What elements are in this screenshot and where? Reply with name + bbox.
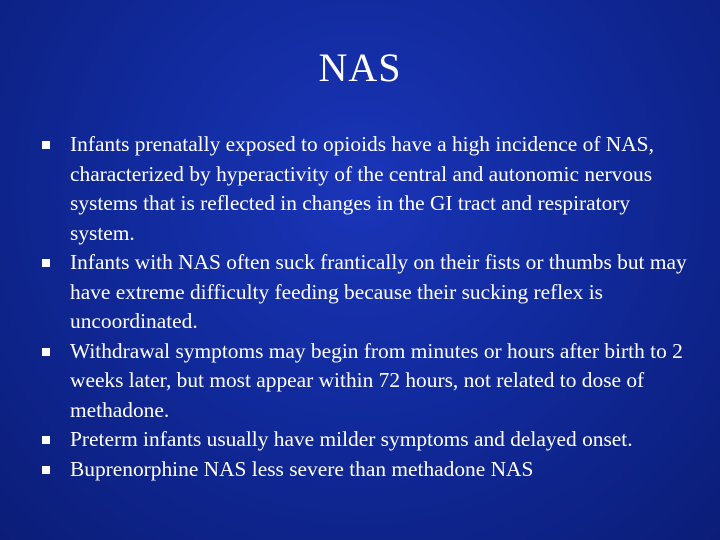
square-bullet-icon [42, 436, 50, 444]
square-bullet-icon [42, 259, 50, 267]
bullet-text: Preterm infants usually have milder symptoms and delayed onset. [70, 427, 633, 451]
square-bullet-icon [42, 141, 50, 149]
bullet-item [0, 248, 720, 337]
bullet-text: Infants with NAS often suck frantically on their fists or thumbs but may have extreme difficulty feeding because their sucking reflex is uncoordinated. [70, 250, 687, 333]
bullet-text: Buprenorphine NAS less severe than methadone NAS [70, 456, 534, 481]
bullet-item [0, 455, 720, 485]
bullet-item [0, 337, 720, 426]
slide-title: NAS [318, 45, 402, 90]
bullet-text: Withdrawal symptoms may begin from minutes or hours after birth to 2 weeks later, but most appear within 72 hours, not related to dose of methadone. [70, 338, 683, 422]
bullet-item [0, 425, 720, 455]
square-bullet-icon [42, 466, 50, 474]
bullet-text: Infants prenatally exposed to opioids have a high incidence of NAS, characterized by hyperactivity of the central and autonomic nervous systems that is reflected in changes in the GI tract and respiratory system. [70, 132, 654, 245]
square-bullet-icon [42, 348, 50, 356]
bullet-item [0, 130, 720, 248]
bullet-list [0, 130, 720, 484]
